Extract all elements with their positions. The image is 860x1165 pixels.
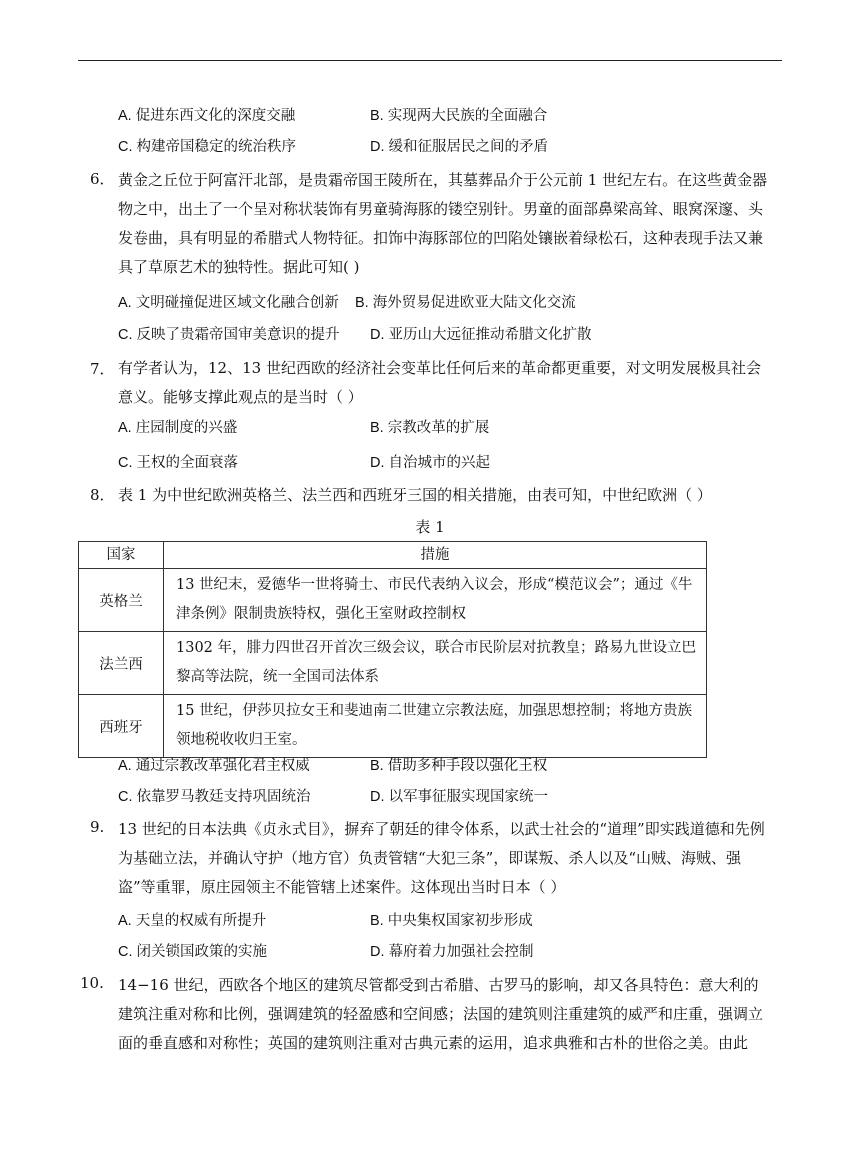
q9-option-d[interactable]: D. 幕府着力加强社会控制 (370, 944, 534, 960)
table-header-country: 国家 (79, 542, 164, 569)
q5-option-b[interactable]: B. 实现两大民族的全面融合 (370, 108, 548, 124)
q6-number: 6． (90, 170, 115, 188)
q5-option-c[interactable]: C. 构建帝国稳定的统治秩序 (118, 139, 297, 155)
q7-option-a[interactable]: A. 庄园制度的兴盛 (118, 420, 238, 436)
q9-option-b[interactable]: B. 中央集权国家初步形成 (370, 913, 533, 929)
table-cell-country: 法兰西 (79, 632, 164, 695)
q10-number: 10. (80, 974, 104, 992)
q7-option-d[interactable]: D. 自治城市的兴起 (370, 455, 491, 471)
q8-number: 8． (90, 486, 115, 504)
q8-option-d[interactable]: D. 以军事征服实现国家统一 (370, 789, 549, 805)
header-rule (78, 60, 782, 61)
table-header-row (79, 542, 707, 569)
table-cell-country: 西班牙 (79, 695, 164, 758)
q5-option-a[interactable]: A. 促进东西文化的深度交融 (118, 108, 296, 124)
table-cell-country: 英格兰 (79, 569, 164, 632)
q8-stem: 表 1 为中世纪欧洲英格兰、法兰西和西班牙三国的相关措施，由表可知，中世纪欧洲（ ） (118, 486, 712, 504)
table-row (79, 632, 707, 695)
table-cell-measure: 1302 年，腓力四世召开首次三级会议，联合市民阶层对抗教皇；路易九世设立巴黎高等法院，统一全国司法体系 (164, 632, 707, 695)
table-caption: 表 1 (415, 518, 445, 536)
q6-option-b[interactable]: B. 海外贸易促进欧亚大陆文化交流 (355, 295, 576, 311)
q9-option-c[interactable]: C. 闭关锁国政策的实施 (118, 944, 268, 960)
table-row (79, 695, 707, 758)
table-row (79, 569, 707, 632)
q8-option-a[interactable]: A. 通过宗教改革强化君主权威 (118, 758, 310, 774)
q10-stem: 14−16 世纪，西欧各个地区的建筑尽管都受到古希腊、古罗马的影响，却又各具特色：意大利的建筑注重对称和比例，强调建筑的轻盈感和空间感；法国的建筑则注重建筑的威严和庄重，强调立面的垂直感和对称性；英国的建筑则注重对古典元素的运用，追求典雅和古朴的世俗之美。由此 (118, 976, 764, 1052)
q7-option-c[interactable]: C. 王权的全面衰落 (118, 455, 239, 471)
q8-option-c[interactable]: C. 依靠罗马教廷支持巩固统治 (118, 789, 311, 805)
q8-option-b[interactable]: B. 借助多种手段以强化王权 (370, 758, 548, 774)
q7-stem: 有学者认为，12、13 世纪西欧的经济社会变革比任何后来的革命都更重要，对文明发展极具社会意义。能够支撑此观点的是当时（ ） (118, 359, 761, 406)
measures-table (78, 541, 707, 758)
q6-option-d[interactable]: D. 亚历山大远征推动希腊文化扩散 (370, 327, 592, 343)
q5-option-d[interactable]: D. 缓和征服居民之间的矛盾 (370, 139, 549, 155)
table-header-measure: 措施 (164, 542, 707, 569)
q6-option-a[interactable]: A. 文明碰撞促进区域文化融合创新 (118, 295, 339, 311)
q7-option-b[interactable]: B. 宗教改革的扩展 (370, 420, 490, 436)
table-cell-measure: 13 世纪末，爱德华一世将骑士、市民代表纳入议会，形成“模范议会”；通过《牛津条例》限制贵族特权，强化王室财政控制权 (164, 569, 707, 632)
q6-stem: 黄金之丘位于阿富汗北部，是贵霜帝国王陵所在，其墓葬品介于公元前 1 世纪左右。在这些黄金器物之中，出土了一个呈对称状装饰有男童骑海豚的镂空别针。男童的面部鼻梁高耸、眼窝深邃、头发卷曲，具有明显的希腊式人物特征。扣饰中海豚部位的凹陷处镶嵌着绿松石，这种表现手法又兼具了草原艺术的独特性。据此可知( ) (118, 171, 768, 276)
q9-stem: 13 世纪的日本法典《贞永式目》，摒弃了朝廷的律令体系，以武士社会的“道理”即实践道德和先例为基础立法，并确认守护（地方官）负责管辖“大犯三条”，即谋叛、杀人以及“山贼、海贼、强盗”等重罪，原庄园领主不能管辖上述案件。这体现出当时日本（ ） (118, 820, 765, 896)
table-cell-measure: 15 世纪，伊莎贝拉女王和斐迪南二世建立宗教法庭，加强思想控制；将地方贵族领地税收收归王室。 (164, 695, 707, 758)
q9-number: 9. (90, 818, 105, 836)
q9-option-a[interactable]: A. 天皇的权威有所提升 (118, 913, 267, 929)
q7-number: 7． (90, 360, 115, 378)
q6-option-c[interactable]: C. 反映了贵霜帝国审美意识的提升 (118, 327, 340, 343)
